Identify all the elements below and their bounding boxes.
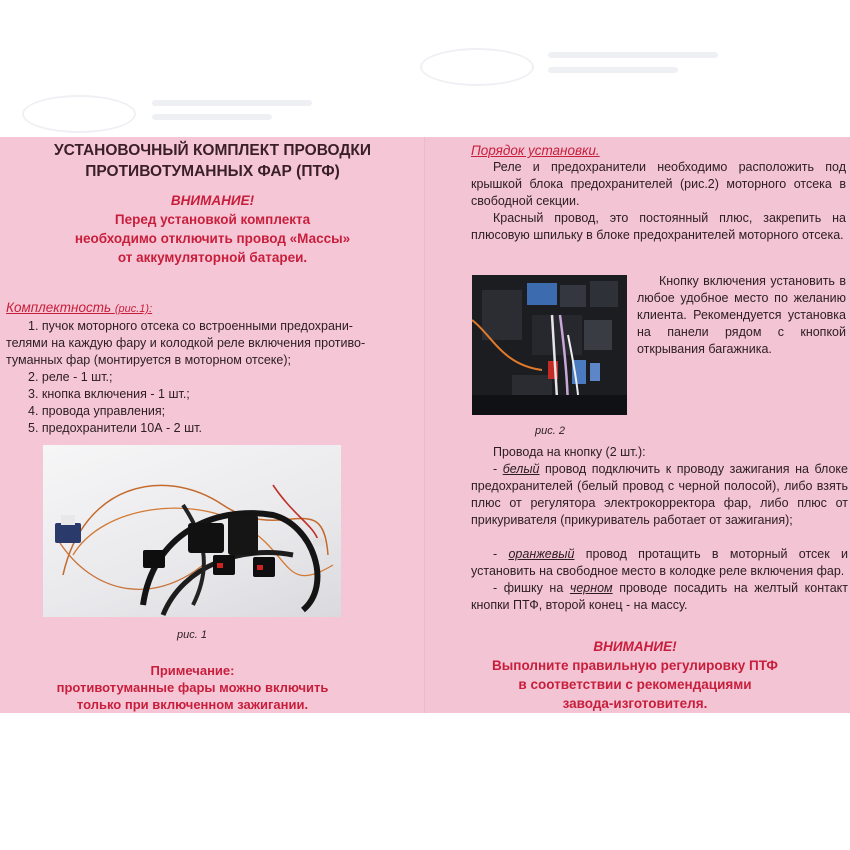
paragraph: Реле и предохранители необходимо расположить под крышкой блока предохранителей (рис.2) моторного отсека в свободной секции. bbox=[471, 160, 846, 208]
warning-line: завода-изготовителя. bbox=[562, 696, 708, 711]
paragraph: Красный провод, это постоянный плюс, закрепить на плюсовую шпильку в блоке предохранителей моторного отсека. bbox=[471, 211, 846, 242]
watermark-text bbox=[548, 52, 718, 58]
note-line: только при включенном зажигании. bbox=[76, 697, 309, 712]
order-heading: Порядок установки. bbox=[471, 143, 600, 158]
list-item: 3. кнопка включения - 1 шт.; bbox=[28, 387, 190, 401]
note-line: противотуманные фары можно включить bbox=[56, 680, 329, 695]
figure-caption: рис. 1 bbox=[177, 629, 207, 641]
list-item: 4. провода управления; bbox=[28, 404, 166, 418]
watermark-logo-icon bbox=[22, 95, 136, 133]
orange-wire-word: оранжевый bbox=[508, 547, 575, 561]
watermark-text bbox=[152, 114, 272, 120]
wires-heading: Провода на кнопку (2 шт.): bbox=[493, 445, 646, 459]
kit-heading-text: Комплектность bbox=[6, 300, 112, 315]
list-item: туманных фар (монтируется в моторном отсеке); bbox=[6, 353, 292, 367]
orange-wire-text: провод протащить в моторный отсек и установить на свободное место в колодке реле включения фар. bbox=[471, 547, 848, 578]
watermark-text bbox=[152, 100, 312, 106]
note-block bbox=[30, 662, 355, 713]
warning-line: Перед установкой комплекта bbox=[114, 212, 311, 227]
kit-list bbox=[6, 318, 421, 437]
warning-block bbox=[10, 191, 415, 267]
top-margin bbox=[0, 0, 850, 137]
white-wire-word: белый bbox=[502, 462, 540, 476]
left-page bbox=[0, 137, 425, 713]
kit-heading bbox=[6, 299, 152, 318]
bottom-margin bbox=[0, 713, 850, 850]
note-title: Примечание: bbox=[150, 663, 235, 678]
page-title bbox=[10, 140, 415, 182]
watermark-text bbox=[548, 67, 678, 73]
title-line: УСТАНОВОЧНЫЙ КОМПЛЕКТ ПРОВОДКИ bbox=[54, 142, 371, 159]
warning-line: необходимо отключить провод «Массы» bbox=[74, 231, 351, 246]
black-wire-prefix: - фишку на bbox=[493, 581, 564, 595]
white-wire-text: провод подключить к проводу зажигания на блоке предохранителей (белый провод с черной полосой), либо взять плюс от регулятора электрокорректора фар, либо плюс от прикуривателя (прикуриватель работает от зажигания); bbox=[471, 462, 848, 527]
figure-caption: рис. 2 bbox=[535, 425, 565, 437]
title-line: ПРОТИВОТУМАННЫХ ФАР (ПТФ) bbox=[85, 163, 340, 180]
right-page bbox=[425, 137, 850, 713]
warning-line: от аккумуляторной батареи. bbox=[117, 250, 308, 265]
list-item: телями на каждую фару и колодкой реле включения противо- bbox=[6, 336, 366, 350]
warning-title: ВНИМАНИЕ! bbox=[593, 639, 677, 654]
black-wire-word: черном bbox=[569, 581, 613, 595]
warning-title: ВНИМАНИЕ! bbox=[170, 193, 255, 208]
wire-instruction bbox=[471, 580, 848, 614]
watermark-logo-icon bbox=[420, 48, 534, 86]
wiring-harness-photo bbox=[43, 445, 341, 617]
paragraph: Кнопку включения установить в любое удобное место по желанию клиента. Рекомендуется установка на панели рядом с кнопкой открывания багажника. bbox=[637, 274, 846, 356]
wire-instruction: - оранжевый провод протащить в моторный отсек и установить на свободное место в колодке реле включения фар. bbox=[471, 547, 848, 578]
warning-line: Выполните правильную регулировку ПТФ bbox=[492, 658, 778, 673]
list-item: 1. пучок моторного отсека со встроенными предохрани- bbox=[28, 319, 353, 333]
warning-line: в соответствии с рекомендациями bbox=[518, 677, 752, 692]
list-item: 5. предохранители 10А - 2 шт. bbox=[28, 421, 202, 435]
final-warning-block bbox=[445, 637, 825, 713]
black-wire-text: проводе посадить на желтый контакт кнопки ПТФ, второй конец - на массу. bbox=[471, 581, 848, 612]
wire-instruction: - белый провод подключить к проводу зажигания на блоке предохранителей (белый провод с черной полосой), либо взять плюс от регулятора электрокорректора фар, либо плюс от прикуривателя (прикуриватель работает от зажигания); bbox=[471, 462, 848, 527]
kit-figure-ref: (рис.1): bbox=[114, 303, 153, 315]
list-item: 2. реле - 1 шт.; bbox=[28, 370, 113, 384]
fuse-box-photo bbox=[472, 275, 627, 415]
